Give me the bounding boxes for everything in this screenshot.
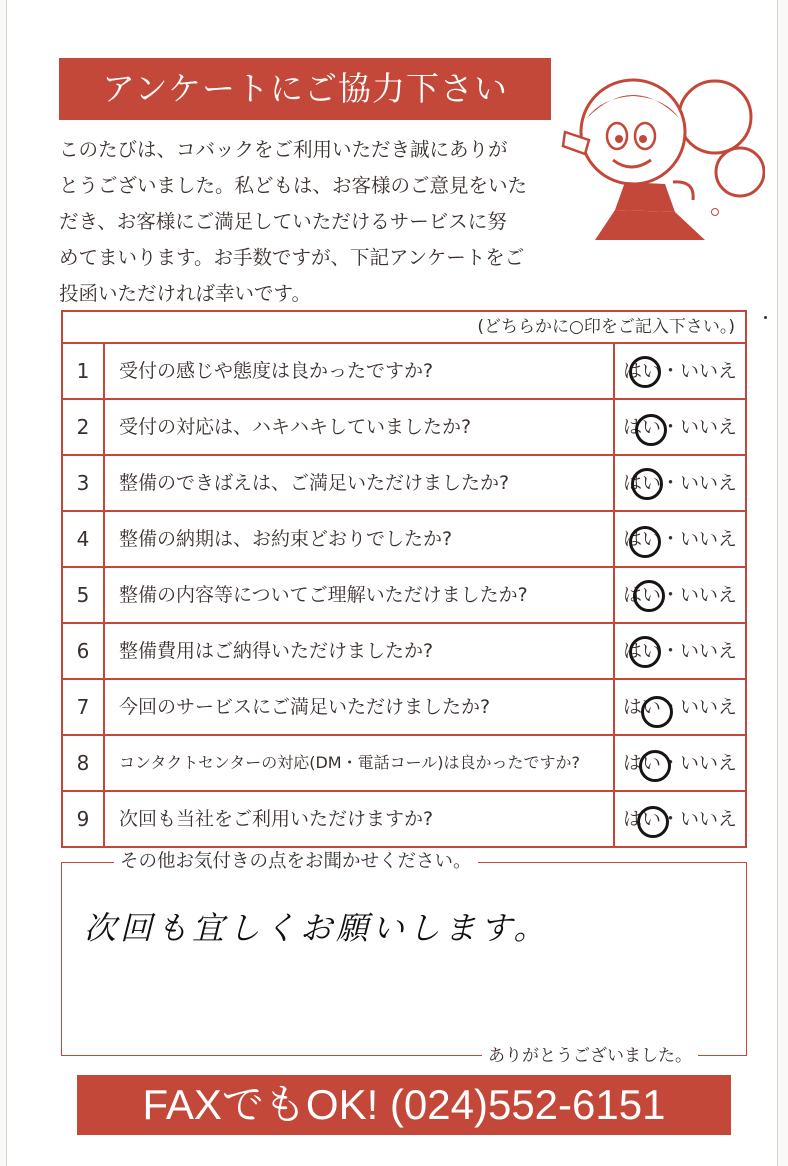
handwritten-comment: 次回も宜しくお願いします。: [84, 909, 550, 947]
question-text: 次回も当社をご利用いただけますか?: [105, 792, 615, 846]
question-text: 受付の感じや態度は良かったですか?: [105, 344, 615, 398]
circle-mark-icon: [631, 468, 663, 500]
circle-mark-icon: [629, 636, 661, 668]
question-number: 7: [63, 680, 105, 734]
answer-label: はい・いいえ: [622, 640, 737, 662]
answer-choice[interactable]: [615, 680, 745, 734]
comments-label: その他お気付きの点をお聞かせください。: [114, 850, 478, 874]
survey-card: [6, 0, 778, 1166]
intro-line: このたびは、コバックをご利用いただき誠にありが: [59, 138, 508, 161]
question-text: 今回のサービスにご満足いただけましたか?: [105, 680, 615, 734]
question-number: 1: [63, 344, 105, 398]
answer-choice[interactable]: [615, 400, 745, 454]
question-number: 2: [63, 400, 105, 454]
answer-label: はい・いいえ: [622, 584, 737, 606]
answer-choice[interactable]: [615, 344, 745, 398]
answer-choice[interactable]: [615, 792, 745, 846]
answer-label: はい・いいえ: [622, 752, 737, 774]
question-number: 8: [63, 736, 105, 790]
survey-row: [63, 512, 745, 568]
question-number: 4: [63, 512, 105, 566]
survey-instruction: (どちらかに○印をご記入下さい。): [63, 312, 745, 344]
thanks-text: ありがとうございました。: [482, 1045, 698, 1067]
survey-row: [63, 736, 745, 792]
survey-row: [63, 456, 745, 512]
question-text: 受付の対応は、ハキハキしていましたか?: [105, 400, 615, 454]
intro-line: とうございました。私どもは、お客様のご意見をいた: [59, 174, 528, 197]
question-text: 整備の内容等についてご理解いただけましたか?: [105, 568, 615, 622]
speck: [764, 316, 767, 319]
answer-label: はい・いいえ: [622, 416, 737, 438]
answer-label: はい・いいえ: [622, 360, 737, 382]
answer-label: はい・いいえ: [622, 528, 737, 550]
fax-banner: FAXでもOK! (024)552-6151: [77, 1075, 731, 1135]
question-text: 整備のできばえは、ご満足いただけましたか?: [105, 456, 615, 510]
question-text: 整備の納期は、お約束どおりでしたか?: [105, 512, 615, 566]
circle-mark-icon: [629, 356, 661, 388]
survey-row: [63, 568, 745, 624]
survey-row: [63, 792, 745, 846]
mascot-illustration: [555, 62, 765, 252]
intro-text: [59, 132, 554, 312]
intro-line: めてまいります。お手数ですが、下記アンケートをご: [59, 246, 525, 269]
circle-mark-icon: [639, 750, 671, 782]
survey-row: [63, 400, 745, 456]
circle-mark-icon: [629, 526, 661, 558]
page-title: アンケートにご協力下さい: [59, 58, 551, 120]
survey-table: [61, 310, 747, 848]
survey-row: [63, 680, 745, 736]
circle-mark-icon: [633, 580, 665, 612]
question-number: 6: [63, 624, 105, 678]
intro-line: 投函いただければ幸いです。: [59, 282, 311, 305]
answer-choice[interactable]: [615, 736, 745, 790]
answer-label: はい・いいえ: [622, 696, 737, 718]
answer-choice[interactable]: [615, 568, 745, 622]
answer-choice[interactable]: [615, 456, 745, 510]
answer-label: はい・いいえ: [622, 472, 737, 494]
question-text: コンタクトセンターの対応(DM・電話コール)は良かったですか?: [105, 736, 615, 790]
answer-label: はい・いいえ: [622, 808, 737, 830]
comments-box[interactable]: [61, 851, 747, 1066]
question-number: 9: [63, 792, 105, 846]
question-text: 整備費用はご納得いただけましたか?: [105, 624, 615, 678]
answer-choice[interactable]: [615, 624, 745, 678]
circle-mark-icon: [635, 414, 667, 446]
survey-row: [63, 624, 745, 680]
intro-line: だき、お客様にご満足していただけるサービスに努: [59, 210, 507, 233]
survey-row: [63, 344, 745, 400]
circle-mark-icon: [637, 806, 669, 838]
question-number: 5: [63, 568, 105, 622]
question-number: 3: [63, 456, 105, 510]
answer-choice[interactable]: [615, 512, 745, 566]
circle-mark-icon: [641, 696, 673, 728]
